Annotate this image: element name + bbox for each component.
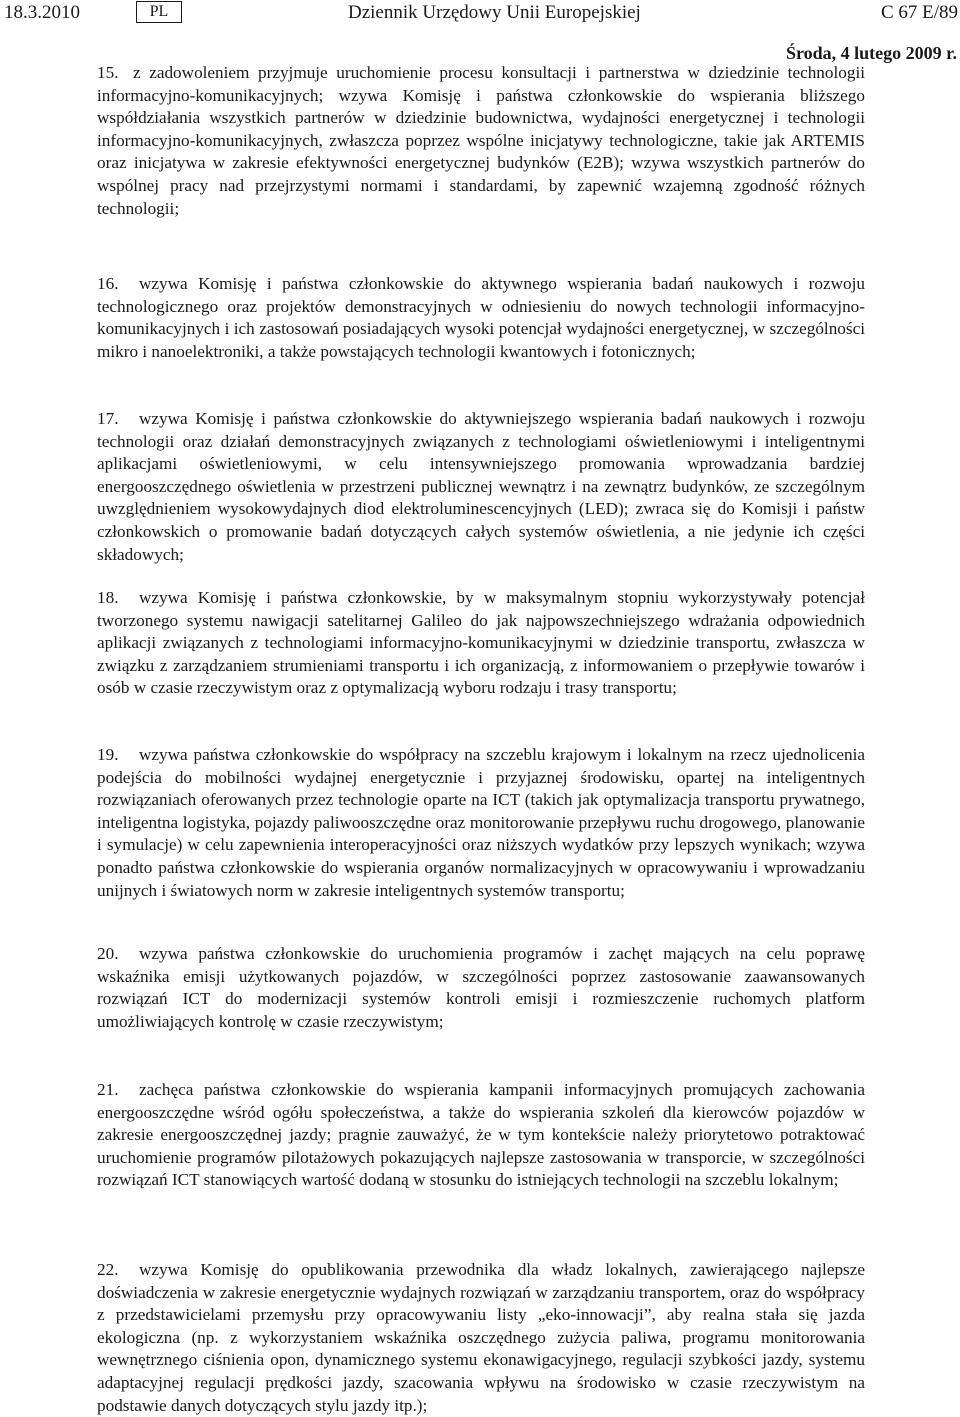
- paragraph-16: [97, 273, 865, 363]
- paragraph-text: wzywa Komisję i państwa członkowskie, by w maksymalnym stopniu wykorzystywały potencjał tworzonego systemu nawigacji satelitarnej Galileo do jak najpowszechniejszego wdrażania odpowiednich aplikacji związanych z technologiami informacyjno-komunikacyjnymi w dziedzinie transportu, zwłaszcza w związku z zarządzaniem strumieniami transportu i ich organizacją, z informowaniem o przepływie towarów i osób w czasie rzeczywistym oraz z optymalizacją wyboru rodzaju i trasy transportu;: [97, 588, 865, 698]
- journal-title: Dziennik Urzędowy Unii Europejskiej: [348, 2, 641, 23]
- paragraph-text: z zadowoleniem przyjmuje uruchomienie procesu konsultacji i partnerstwa w dziedzinie technologii informacyjno-komunikacyjnych; wzywa Komisję i państwa członkowskie do wspierania bliższego współdziałania wszystkich partnerów w dziedzinie budownictwa, wydajności energetycznej i technologii informacyjno-komunikacyjnych, zwłaszcza poprzez wspólne inicjatywy technologiczne, takie jak ARTEMIS oraz inicjatywa w zakresie efektywności energetycznej budynków (E2B); wzywa wszystkich partnerów do wspólnej pracy nad przejrzystymi normami i standardami, by zapewnić wzajemną zgodność różnych technologii;: [97, 63, 865, 218]
- paragraph-20: [97, 943, 865, 1033]
- page-reference: C 67 E/89: [880, 2, 958, 23]
- language-badge: PL: [136, 1, 182, 23]
- paragraph-17: [97, 408, 865, 566]
- paragraph-text: wzywa Komisję i państwa członkowskie do aktywniejszego wspierania badań naukowych i rozwoju technologii oraz działań demonstracyjnych związanych z technologiami oświetleniowymi i inteligentnymi aplikacjami oświetleniowymi, w celu intensywniejszego promowania wprowadzania bardziej energooszczędnego oświetlenia w przestrzeni publicznej wewnątrz i na zewnątrz budynków, ze szczególnym uwzględnieniem wysokowydajnych diod elektroluminescencyjnych (LED); zwraca się do Komisji i państw członkowskich o promowanie badań dotyczących całych systemów oświetlenia, a nie jedynie ich części składowych;: [97, 409, 865, 564]
- paragraph-number: 16.: [97, 274, 119, 293]
- journal-header: [0, 0, 960, 32]
- paragraph-text: wzywa Komisję do opublikowania przewodnika dla władz lokalnych, zawierającego najlepsze doświadczenia w zakresie energetycznie wydajnych rozwiązań w zarządzaniu transportem, oraz do współpracy z przedstawicielami przemysłu przy opracowywaniu listy „eko-innowacji”, aby realna stała się jazda ekologiczna (np. z wykorzystaniem wskaźnika oszczędnego zużycia paliwa, programu monitorowania wewnętrznego ciśnienia opon, dynamicznego systemu ekonawigacyjnego, regulacji szybkości jazdy, systemu adaptacyjnej regulacji prędkości jazdy, szacowania wpływu na środowisko w czasie rzeczywistym na podstawie danych dotyczących stylu jazdy itp.);: [97, 1260, 865, 1415]
- paragraph-text: wzywa państwa członkowskie do uruchomienia programów i zachęt mających na celu poprawę wskaźnika emisji użytkowanych pojazdów, w szczególności poprzez zastosowanie zaawansowanych rozwiązań ICT do modernizacji systemów kontroli emisji i rozmieszczenie ruchomych platform umożliwiających kontrolę w czasie rzeczywistym;: [97, 944, 865, 1031]
- paragraph-number: 18.: [97, 588, 119, 607]
- paragraph-number: 15.: [97, 63, 119, 82]
- paragraph-number: 20.: [97, 944, 119, 963]
- paragraph-text: zachęca państwa członkowskie do wspierania kampanii informacyjnych promujących zachowania energooszczędne wśród ogółu społeczeństwa, a także do wspierania szkoleń dla kierowców pojazdów w zakresie energooszczędnej jazdy; pragnie zauważyć, że w tym kontekście należy priorytetowo potraktować uruchomienie programów pilotażowych pokazujących najlepsze zastosowania w transporcie, w szczególności rozwiązań ICT stanowiących wartość dodaną w stosunku do istniejących technologii na szczeblu lokalnym;: [97, 1080, 865, 1190]
- paragraph-18: [97, 587, 865, 700]
- paragraph-22: [97, 1259, 865, 1417]
- paragraph-number: 22.: [97, 1260, 119, 1279]
- paragraph-21: [97, 1079, 865, 1192]
- sitting-date: Środa, 4 lutego 2009 r.: [785, 43, 957, 63]
- paragraph-number: 21.: [97, 1080, 119, 1099]
- paragraph-15: [97, 62, 865, 220]
- paragraph-number: 17.: [97, 409, 119, 428]
- paragraph-text: wzywa państwa członkowskie do współpracy na szczeblu krajowym i lokalnym na rzecz ujednolicenia podejścia do mobilności wydajnej energetycznie i przyjaznej środowisku, opartej na inteligentnych rozwiązaniach oferowanych przez technologie oparte na ICT (takich jak optymalizacja transportu prywatnego, inteligentna logistyka, pojazdy paliwooszczędne oraz monitorowanie przepływu ruchu drogowego, planowanie i symulacje) w celu zapewnienia interoperacyjności oraz niższych wydatków przy lepszych wynikach; wzywa ponadto państwa członkowskie do wspierania organów normalizacyjnych w opracowywaniu i wprowadzaniu unijnych i światowych norm w zakresie inteligentnych systemów transportu;: [97, 745, 865, 900]
- header-date: 18.3.2010: [4, 2, 80, 23]
- paragraph-number: 19.: [97, 745, 119, 764]
- paragraph-text: wzywa Komisję i państwa członkowskie do aktywnego wspierania badań naukowych i rozwoju technologicznego oraz projektów demonstracyjnych w odniesieniu do nowych technologii informacyjno-komunikacyjnych i ich zastosowań posiadających wysoki potencjał wydajności energetycznej, w szczególności mikro i nanoelektroniki, a także powstających technologii kwantowych i fotonicznych;: [97, 274, 865, 361]
- paragraph-19: [97, 744, 865, 902]
